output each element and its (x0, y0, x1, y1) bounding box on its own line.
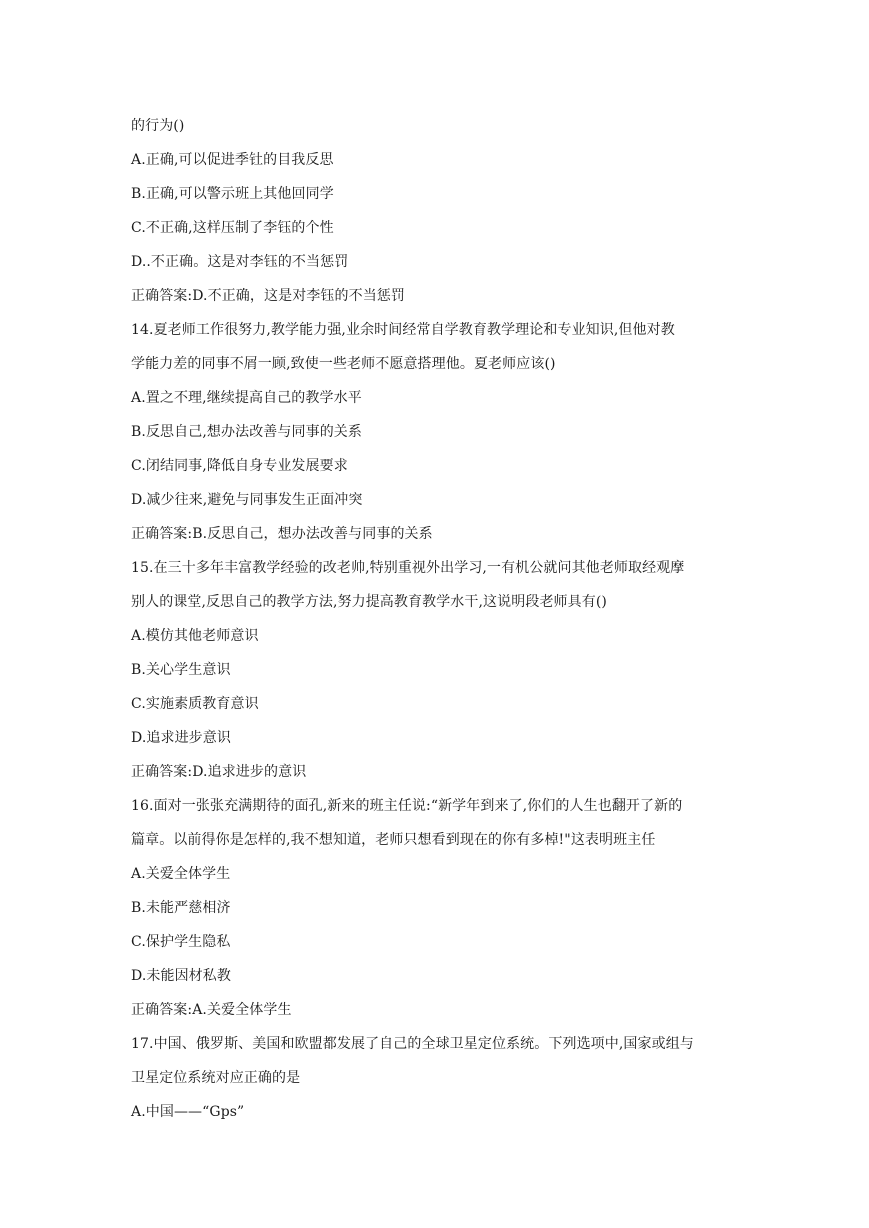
question-13-option-c: C.不正确,这样压制了李钰的个性 (131, 220, 334, 236)
question-15-option-b: B.关心学生意识 (131, 662, 231, 678)
question-16-answer: 正确答案:A.关爱全体学生 (131, 1002, 292, 1018)
question-16-option-b: B.未能严慈相济 (131, 900, 231, 916)
question-17-text-line-2: 卫星定位系统对应正确的是 (131, 1070, 301, 1086)
question-13-option-a: A.正确,可以促进季钍的目我反思 (131, 152, 334, 168)
question-14-text-line-1: 14.夏老师工作很努力,教学能力强,业余时间经常自学教育教学理论和专业知识,但他对教 (131, 322, 675, 338)
question-16-text-line-2: 篇章。以前得你是怎样的,我不想知道，老师只想看到现在的你有多棹!"这表明班主任 (131, 832, 656, 848)
question-17-option-a: A.中国——“Gps” (131, 1104, 245, 1120)
question-17-text-line-1: 17.中国、俄罗斯、美国和欧盟都发展了自己的全球卫星定位系统。下列选项中,国家或组与 (131, 1036, 694, 1052)
question-16-option-c: C.保护学生隐私 (131, 934, 231, 950)
question-13-option-d: D..不正确。这是对李钰的不当惩罚 (131, 254, 349, 270)
question-14-option-b: B.反思自己,想办法改善与同事的关系 (131, 424, 362, 440)
question-13-option-b: B.正确,可以警示班上其他回同学 (131, 186, 334, 202)
question-15-text-line-2: 别人的课堂,反思自己的教学方法,努力提高教育教学水干,这说明段老师具有() (131, 594, 607, 610)
question-16-option-d: D.未能因材私教 (131, 968, 231, 984)
question-13-tail: 的行为() (131, 118, 185, 134)
question-15-text-line-1: 15.在三十多年丰富教学经验的改老帅,特别重视外出学习,一有机公就问其他老师取经观摩 (131, 560, 685, 576)
document-content (131, 109, 743, 1129)
question-16-option-a: A.关爱全体学生 (131, 866, 231, 882)
question-13-answer: 正确答案:D.不正确，这是对李钰的不当惩罚 (131, 288, 405, 304)
question-14-option-c: C.闭结同事,降低自身专业发展要求 (131, 458, 348, 474)
question-15-option-a: A.模仿其他老师意识 (131, 628, 259, 644)
question-16-text-line-1: 16.面对一张张充满期待的面孔,新来的班主任说:“新学年到来了,你们的人生也翻开了新的 (131, 798, 683, 814)
question-14-text-line-2: 学能力差的同事不屑一顾,致使一些老师不愿意搭理他。夏老师应该() (131, 356, 556, 372)
question-14-answer: 正确答案:B.反思自己，想办法改善与同事的关系 (131, 526, 433, 542)
question-15-option-d: D.追求进步意识 (131, 730, 231, 746)
question-14-option-a: A.置之不理,继续提高自己的教学水平 (131, 390, 362, 406)
question-14-option-d: D.减少往来,避免与同事发生正面冲突 (131, 492, 363, 508)
question-15-option-c: C.实施素质教育意识 (131, 696, 259, 712)
question-15-answer: 正确答案:D.追求进步的意识 (131, 764, 307, 780)
